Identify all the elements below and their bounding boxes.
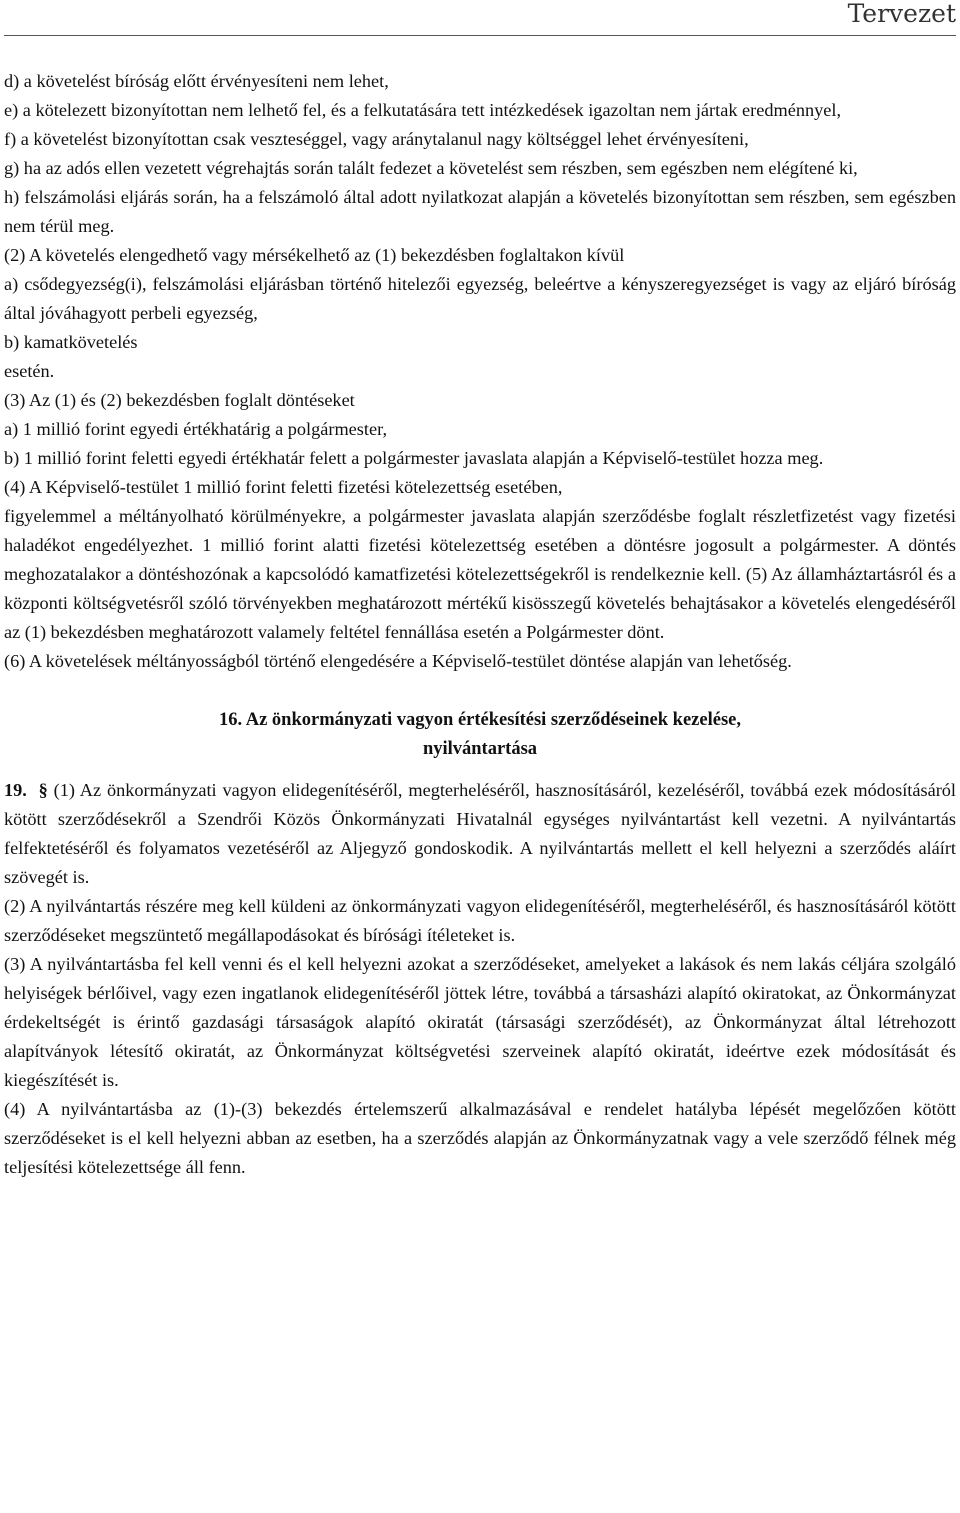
clause-f: f) a követelést bizonyítottan csak veszteséggel, vagy aránytalanul nagy költséggel lehet érvényesíteni,	[4, 129, 749, 149]
paragraph-3-b: b) 1 millió forint feletti egyedi értékhatár felett a polgármester javaslata alapján a Képviselő-testület hozza meg.	[4, 448, 824, 468]
section-heading	[4, 706, 956, 764]
section-sign: §	[38, 780, 48, 800]
section-heading-line-2: nyilvántartása	[422, 739, 538, 759]
draft-label: Tervezet	[847, 0, 956, 28]
paragraph-3-a: a) 1 millió forint egyedi értékhatárig a polgármester,	[4, 419, 388, 439]
section-heading-line-1: 16. Az önkormányzati vagyon értékesítési szerződéseinek kezelése,	[218, 710, 741, 730]
section-19-paragraph-1-text: (1) Az önkormányzati vagyon elidegenítéséről, megterheléséről, hasznosításáról, kezeléséről, továbbá ezek módosításáról kötött szerződésekről a Szendrői Közös Önkormányzati Hivatalnál egységes nyilvántartást kell vezetni. A nyilvántartás felfektetéséről és folyamatos vezetéséről az Aljegyző gondoskodik. A nyilvántartás mellett el kell helyezni a szerződés aláírt szövegét is.	[4, 780, 957, 887]
paragraph-2-end: esetén.	[4, 361, 55, 381]
paragraph-2: (2) A követelés elengedhető vagy mérsékelhető az (1) bekezdésben foglaltakon kívül	[4, 245, 625, 265]
clause-g: g) ha az adós ellen vezetett végrehajtás során talált fedezet a követelést sem részben, sem egészben nem elégítené ki,	[4, 158, 858, 178]
document-body	[4, 67, 956, 1182]
header-divider	[4, 35, 956, 36]
section-19-paragraph-4: (4) A nyilvántartásba az (1)-(3) bekezdés értelemszerű alkalmazásával e rendelet hatályba lépését megelőzően kötött szerződéseket is el kell helyezni abban az esetben, ha a szerződés alapján az Önkormányzatnak vagy a vele szerződő félnek még teljesítési kötelezettsége áll fenn.	[4, 1099, 956, 1177]
section-19-paragraph-3: (3) A nyilvántartásba fel kell venni és el kell helyezni azokat a szerződéseket, amelyeket a lakások és nem lakás céljára szolgáló helyiségek bérlőivel, vagy ezen ingatlanok elidegenítéséről jöttek létre, továbbá a társasházi alapító okiratokat, az Önkormányzat érdekeltségét is érintő gazdasági társaságok alapító okiratát (társasági szerződését), az Önkormányzat által létrehozott alapítványok létesítő okiratát, az Önkormányzat költségvetési szerveinek alapító okiratát, ideértve ezek módosítását és kiegészítését is.	[4, 954, 956, 1090]
paragraph-4: (4) A Képviselő-testület 1 millió forint feletti fizetési kötelezettség esetében,	[4, 477, 563, 497]
clause-h: h) felszámolási eljárás során, ha a felszámoló által adott nyilatkozat alapján a követelés bizonyítottan sem részben, sem egészben nem térül meg.	[4, 187, 956, 236]
clause-d: d) a követelést bíróság előtt érvényesíteni nem lehet,	[4, 71, 389, 91]
section-19-paragraph-2: (2) A nyilvántartás részére meg kell küldeni az önkormányzati vagyon elidegenítéséről, megterheléséről, és hasznosításáról kötött szerződéseket megszüntető megállapodásokat és bírósági ítéleteket is.	[4, 896, 956, 945]
paragraph-2-a: a) csődegyezség(i), felszámolási eljárásban történő hitelezői egyezség, beleértve a kényszeregyezséget is vagy az eljáró bíróság által jóváhagyott perbeli egyezség,	[4, 274, 956, 323]
section-number: 19.	[4, 780, 27, 800]
paragraph-4-5: figyelemmel a méltányolható körülményekre, a polgármester javaslata alapján szerződésbe foglalt részletfizetést vagy fizetési haladékot engedélyezhet. 1 millió forint alatti fizetési kötelezettség esetében a döntésre jogosult a polgármester. A döntés meghozatalakor a döntéshozónak a kapcsolódó kamatfizetési kötelezettségekről is rendelkeznie kell. (5) Az államháztartásról és a központi költségvetésről szóló törvényekben meghatározott mértékű kisösszegű követelés behajtásakor a követelés elengedéséről az (1) bekezdésben meghatározott valamely feltétel fennállása esetén a Polgármester dönt.	[4, 506, 956, 642]
clause-e: e) a kötelezett bizonyítottan nem lelhető fel, és a felkutatására tett intézkedések igazoltan nem jártak eredménnyel,	[4, 100, 842, 120]
paragraph-6: (6) A követelések méltányosságból történő elengedésére a Képviselő-testület döntése alapján van lehetőség.	[4, 651, 792, 671]
paragraph-2-b: b) kamatkövetelés	[4, 332, 138, 352]
paragraph-3: (3) Az (1) és (2) bekezdésben foglalt döntéseket	[4, 390, 355, 410]
section-19-paragraph-1	[4, 776, 956, 892]
